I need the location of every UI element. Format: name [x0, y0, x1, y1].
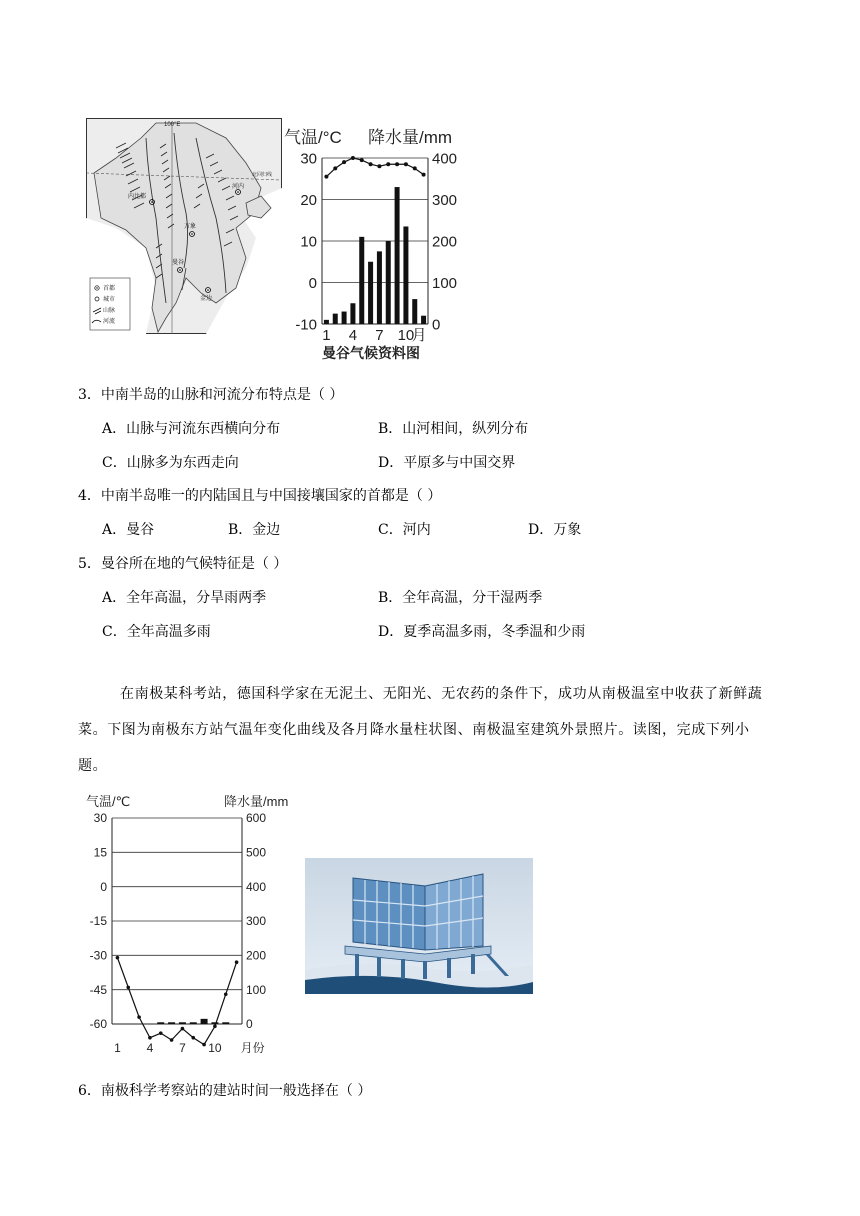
precip-bar-9 — [201, 1019, 208, 1024]
q5-option-a[interactable]: A．全年高温，分旱雨两季 — [102, 590, 267, 606]
bangkok-chart-svg — [282, 122, 472, 364]
q5-option-d[interactable]: D．夏季高温多雨，冬季温和少雨 — [378, 624, 586, 640]
precip-bar-6 — [368, 262, 373, 324]
vostok-chart-svg — [84, 790, 304, 1060]
precip-bar-6 — [168, 1022, 175, 1024]
meridian-label: 100°E — [164, 122, 181, 128]
x-unit-label: 月份 — [240, 1041, 265, 1055]
temperature-point-12 — [422, 173, 426, 177]
right-tick-label: 400 — [432, 150, 458, 168]
q3-option-c[interactable]: C．山脉多为东西走向 — [102, 455, 239, 471]
q5-option-b[interactable]: B．全年高温，分干湿两季 — [378, 590, 543, 606]
passage-line-2: 菜。下图为南极东方站气温年变化曲线及各月降水量柱状图、南极温室建筑外景照片。读图，完成下列小 — [78, 722, 750, 738]
temperature-point-7 — [377, 164, 381, 168]
temperature-point-9 — [202, 1043, 206, 1047]
temperature-point-5 — [360, 158, 364, 162]
city-label-hanoi: 河内 — [232, 184, 245, 190]
right-tick-label: 100 — [432, 274, 458, 292]
right-tick-label: 600 — [246, 811, 267, 826]
precip-bar-5 — [359, 237, 364, 324]
temperature-point-2 — [126, 986, 130, 990]
q4-stem: 4．中南半岛唯一的内陆国且与中国接壤国家的首都是（ ） — [78, 488, 442, 504]
q4-option-d[interactable]: D．万象 — [528, 522, 582, 538]
right-tick-label: 300 — [432, 191, 458, 209]
precip-bar-10 — [211, 1022, 218, 1024]
legend-city: 城市 — [103, 297, 116, 303]
q4-option-a[interactable]: A．曼谷 — [102, 522, 155, 538]
temperature-point-4 — [351, 156, 355, 160]
precip-bar-8 — [190, 1022, 197, 1024]
temperature-point-10 — [213, 1024, 217, 1028]
q3-option-d[interactable]: D．平原多与中国交界 — [378, 455, 516, 471]
right-tick-label: 500 — [246, 845, 267, 860]
precip-bar-4 — [350, 303, 355, 324]
city-label-naypyidaw: 内比都 — [128, 194, 147, 200]
x-unit-label: 月 — [411, 327, 427, 344]
temperature-point-11 — [224, 992, 228, 996]
chart2-left-axis-title: 气温/℃ — [86, 794, 131, 809]
left-tick-label: 30 — [300, 150, 317, 168]
tropic-label: 北回归线 — [252, 172, 273, 178]
precip-bar-7 — [179, 1022, 186, 1024]
temperature-point-8 — [191, 1036, 195, 1040]
q4-option-b[interactable]: B．金边 — [228, 522, 281, 538]
precip-bar-1 — [324, 320, 329, 324]
temperature-point-9 — [395, 162, 399, 166]
temperature-point-11 — [413, 166, 417, 170]
city-label-bangkok: 曼谷 — [172, 260, 185, 266]
temperature-point-6 — [369, 162, 373, 166]
x-tick-label: 7 — [179, 1041, 186, 1055]
q5-stem: 5．曼谷所在地的气候特征是（ ） — [78, 556, 288, 572]
temperature-line — [326, 158, 423, 177]
right-tick-label: 200 — [246, 948, 267, 963]
right-tick-label: 200 — [432, 233, 458, 251]
temperature-point-1 — [116, 956, 120, 960]
bangkok-climate-chart — [282, 122, 472, 364]
precip-bar-5 — [157, 1022, 164, 1024]
x-tick-label: 10 — [208, 1041, 222, 1055]
precip-bar-10 — [403, 226, 408, 324]
temperature-line — [117, 958, 236, 1045]
left-tick-label: -60 — [89, 1017, 107, 1032]
precip-bar-8 — [386, 241, 391, 324]
q6-stem: 6．南极科学考察站的建站时间一般选择在（ ） — [78, 1083, 372, 1099]
q3-stem: 3．中南半岛的山脉和河流分布特点是（ ） — [78, 387, 344, 403]
chart1-caption: 曼谷气候资料图 — [322, 345, 420, 361]
x-tick-label: 1 — [114, 1041, 121, 1055]
x-tick-label: 4 — [146, 1041, 154, 1055]
precip-bar-7 — [377, 251, 382, 324]
left-tick-label: -30 — [89, 948, 107, 963]
x-tick-label: 10 — [397, 327, 415, 344]
temperature-point-3 — [137, 1015, 141, 1019]
temperature-point-5 — [159, 1031, 163, 1035]
passage-line-1: 在南极某科考站，德国科学家在无泥土、无阳光、无农药的条件下，成功从南极温室中收获了新鲜蔬 — [120, 686, 763, 702]
precip-bar-3 — [342, 312, 347, 324]
x-tick-label: 7 — [375, 327, 384, 344]
legend-mountain: 山脉 — [103, 308, 116, 314]
temperature-point-10 — [404, 162, 408, 166]
temperature-point-4 — [148, 1036, 152, 1040]
temperature-point-2 — [333, 166, 337, 170]
left-tick-label: -15 — [89, 914, 107, 929]
left-tick-label: 0 — [100, 879, 107, 894]
right-tick-label: 100 — [246, 982, 267, 997]
vostok-climate-chart — [84, 790, 304, 1060]
antarctic-greenhouse-photo — [305, 858, 533, 994]
precip-bar-9 — [395, 187, 400, 324]
temperature-point-12 — [235, 960, 239, 964]
x-tick-label: 4 — [348, 327, 358, 344]
temperature-point-1 — [324, 175, 328, 179]
q4-option-c[interactable]: C．河内 — [378, 522, 431, 538]
city-label-phnompenh: 金边 — [200, 296, 213, 302]
x-tick-label: 1 — [322, 327, 331, 344]
legend-river: 河流 — [103, 319, 116, 325]
left-tick-label: 20 — [300, 191, 317, 209]
chart2-right-axis-title: 降水量/mm — [224, 794, 289, 809]
passage — [78, 676, 788, 784]
chart1-left-axis-title: 气温/°C — [284, 128, 342, 147]
precip-bar-2 — [333, 314, 338, 324]
left-tick-label: 0 — [308, 274, 317, 292]
map-legend — [90, 278, 130, 330]
precip-bar-11 — [222, 1022, 229, 1024]
precip-bar-12 — [421, 316, 426, 324]
map-svg — [86, 118, 282, 334]
left-tick-label: -10 — [295, 316, 317, 334]
right-tick-label: 0 — [246, 1017, 253, 1032]
greenhouse-photo-svg — [305, 858, 533, 994]
left-tick-label: -45 — [89, 982, 107, 997]
indochina-map — [86, 118, 282, 334]
precip-bar-11 — [412, 299, 417, 324]
passage-line-3: 题。 — [78, 758, 108, 774]
temperature-point-6 — [170, 1038, 174, 1042]
q3-option-b[interactable]: B．山河相间，纵列分布 — [378, 421, 529, 437]
left-tick-label: 30 — [93, 811, 107, 826]
left-tick-label: 10 — [300, 233, 317, 251]
legend-capital: 首都 — [103, 286, 116, 292]
q5-option-c[interactable]: C．全年高温多雨 — [102, 624, 211, 640]
chart1-right-axis-title: 降水量/mm — [368, 128, 453, 147]
right-tick-label: 400 — [246, 879, 267, 894]
city-label-vientiane: 万象 — [184, 224, 197, 230]
temperature-point-3 — [342, 160, 346, 164]
right-tick-label: 0 — [432, 316, 441, 334]
temperature-point-7 — [181, 1027, 185, 1031]
q3-option-a[interactable]: A．山脉与河流东西横向分布 — [102, 421, 281, 437]
right-tick-label: 300 — [246, 914, 267, 929]
left-tick-label: 15 — [93, 845, 107, 860]
temperature-point-8 — [386, 162, 390, 166]
